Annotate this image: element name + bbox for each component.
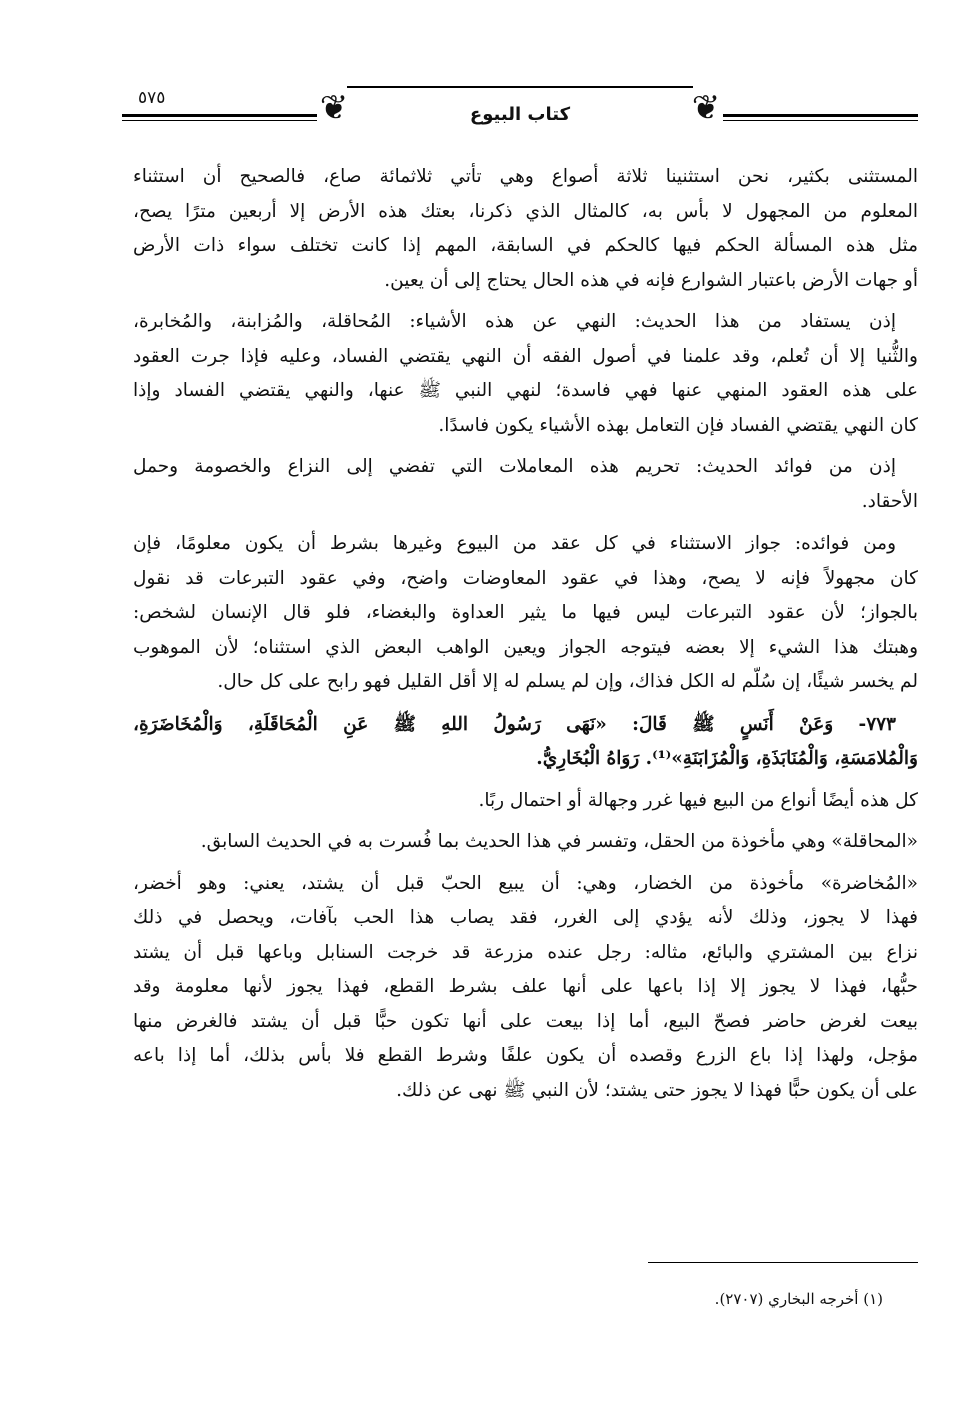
text-line: مؤجل، ولهذا إذا باع الزرع وقصده أن يكون علفًا وشرط القطع فلا بأس بذلك، أما إذا باعه (133, 1045, 918, 1066)
running-title: كتاب البيوع (469, 104, 571, 125)
ornament-icon: ❦ (319, 88, 349, 128)
text-line: والثُّنيا إلا أن تُعلم، وقد علمنا في أصول الفقه أن النهي يقتضي الفساد، وعليه فإذا جرت العقود (133, 345, 918, 367)
paragraph (133, 527, 918, 700)
page-header (122, 82, 918, 144)
footnote-rule (648, 1262, 918, 1263)
paragraph (133, 784, 918, 819)
text-line: نزاع بين المشتري والبائع، مثاله: رجل عنده مزرعة قد خرجت السنابل وباعها قبل أن يشتد (133, 941, 918, 963)
text-line: مثل هذه المسألة الحكم فيها كالحكم في السابقة، المهم إذا كانت تختلف سواء ذات الأرض (133, 235, 918, 256)
text-line: لم يخسر شيئًا، إن سُلّم له الكل فذاك، وإن لم يسلم له إلا أقل القليل فهو رابح على كل حال. (217, 671, 918, 692)
text-line: على أن يكون حبًّا فهذا لا يجوز حتى يشتد؛ لأن النبي ﷺ نهى عن ذلك. (396, 1079, 918, 1101)
text-line: كان النهي يقتضي الفساد فإن التعامل بهذه الأشياء يكون فاسدًا. (438, 414, 918, 436)
page-number: ٥٧٥ (138, 88, 166, 108)
text-line: إذن من فوائد الحديث: تحريم هذه المعاملات التي تفضي إلى النزاع والخصومة وحمل (133, 456, 896, 477)
paragraph (133, 450, 918, 519)
text-line: إذن يستفاد من هذا الحديث: النهي عن هذه الأشياء: المُحاقلة، والمُزابنة، والمُخابرة، (133, 311, 896, 332)
paragraph (133, 305, 918, 443)
text-line: المعلوم من المجهول لا بأس به، كالمثال الذي ذكرنا، بعتك هذه الأرض إلا أربعين مترًا يصح، (133, 200, 918, 222)
text-line: ومن فوائده: جواز الاستثناء في كل عقد من البيوع وغيرها بشرط أن يكون معلومًا، فإن (133, 533, 896, 554)
paragraph (133, 867, 918, 1109)
text-line: وَالْمُلامَسَةِ، وَالْمُنَابَذَةِ، وَالْمُزَابَنَةِ»⁽¹⁾. رَوَاهُ الْبُخَارِيُّ. (536, 748, 918, 769)
text-line: المستثنى بكثير، نحن استثنينا ثلاثة أصواع وهي تأتي ثلاثمائة صاع، فالصحيح أن استثناء (133, 166, 918, 187)
text-line: وهبتك هذا الشيء إلا بعضه فيتوجه الجواز ويعين الواهب البعض الذي استثناه؛ لأن الموهوب (133, 636, 918, 658)
paragraph (133, 160, 918, 298)
page-body (133, 160, 918, 1115)
header-rule (347, 86, 693, 88)
ornament-icon: ❦ (691, 88, 721, 128)
paragraph (133, 825, 918, 860)
text-line: حبُّها، فهذا لا يجوز إلا إذا باعها على أنها علف بشرط القطع، فهذا يجوز لأنها معلومة وقد (133, 976, 918, 997)
text-line: الأحقاد. (861, 490, 918, 512)
text-line: كان مجهولاً فإنه لا يصح، وهذا في عقود المعاوضات واضح، وفي عقود التبرعات قد نقول (133, 567, 918, 589)
text-line: «المُخاضرة» مأخوذة من الخضار، وهي: أن يبيع الحبّ قبل أن يشتد، يعني: وهو أخضر، (133, 872, 918, 894)
hadith-paragraph (133, 708, 918, 777)
text-line: بيعت لغرض حاضر فصحّ البيع، أما إذا بيعت على أنها تكون حبًّا قبل أن يشتد فالغرض منها (133, 1010, 918, 1032)
text-line: كل هذه أيضًا أنواع من البيع فيها غرر وجهالة أو احتمال ربًا. (478, 789, 918, 811)
text-line: بالجواز؛ لأن عقود التبرعات ليس فيها ما يثير العداوة والبغضاء، فلو قال الإنسان لشخص: (133, 602, 918, 623)
text-line: على هذه العقود المنهي عنها فهي فاسدة؛ لنهي النبي ﷺ عنها، والنهي يقتضي الفساد وإذا (133, 380, 918, 401)
text-line: فهذا لا يجوز، وذلك لأنه يؤدي إلى الغرر، فقد يصاب هذا الحب بآفات، ويحصل في ذلك (133, 907, 918, 928)
text-line: ٧٧٣- وَعَنْ أَنَسٍ ﷺ قَالَ: «نَهَى رَسُولُ اللهِ ﷺ عَنِ الْمُحَاقَلَةِ، وَالْمُخَاضَرَةِ، (133, 713, 896, 735)
footnote: (١) أخرجه البخاري (٢٧٠٧). (714, 1290, 883, 1308)
text-line: «المحاقلة» وهي مأخوذة من الحقل، وتفسر في هذا الحديث بما فُسرت به في الحديث السابق. (200, 831, 918, 852)
text-line: أو جهات الأرض باعتبار الشوارع فإنه في هذه الحال يحتاج إلى أن يعين. (384, 269, 918, 291)
